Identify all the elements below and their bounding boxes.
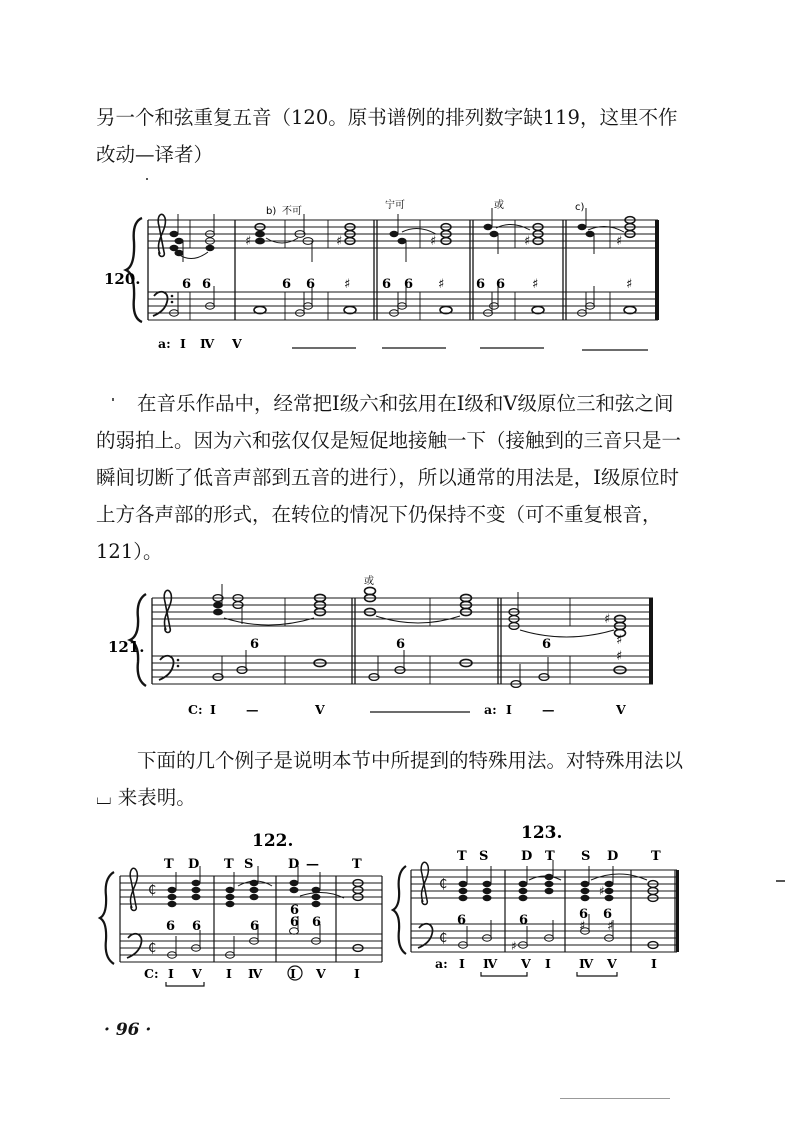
figure-bass-3: 6: [282, 277, 292, 292]
treble-clef-icon: [158, 214, 165, 256]
figure-bass-2: 6: [202, 277, 212, 292]
degree-122-5: Ⅰ: [290, 966, 296, 981]
figure-123-1: 6: [457, 913, 467, 928]
degree-122-3: Ⅰ: [226, 966, 232, 981]
svg-text:♯: ♯: [430, 234, 437, 249]
label-bukе: 不可: [282, 206, 302, 217]
figure-bass-sharp-3: ♯: [532, 277, 539, 292]
degree-123-4: Ⅰ: [545, 956, 551, 971]
bass-clef-icon: [418, 924, 433, 948]
degree-123-5: Ⅳ: [579, 956, 594, 971]
function-122-7: T: [352, 857, 362, 872]
function-123-3: D: [521, 849, 533, 864]
paragraph-2: [96, 385, 688, 570]
svg-text:♯: ♯: [604, 612, 611, 627]
svg-text:♯: ♯: [524, 234, 531, 249]
music-example-123: [395, 818, 695, 978]
figure-bass-5: 6: [382, 277, 392, 292]
paragraph-1: [96, 99, 688, 173]
degree-122-2: Ⅴ: [192, 966, 202, 981]
score-120: [104, 192, 680, 357]
figure-123-5: ♯: [579, 919, 586, 934]
key-label-123: a:: [435, 956, 448, 971]
figure-121-1: 6: [250, 637, 260, 652]
cut-time-icon: ₵: [439, 877, 448, 892]
function-122-2: D: [188, 857, 200, 872]
score-122: [100, 826, 390, 991]
paragraph-2-text: 在音乐作品中，经常把Ⅰ级六和弦用在Ⅰ级和Ⅴ级原位三和弦之间的弱拍上。因为六和弦仅仅是短促地接触一下（接触到的三音只是一瞬间切断了低音声部到五音的进行），所以通常的用法是，Ⅰ级原位时上方各声部的形式，在转位的情况下仍保持不变（可不重复根音，121）。: [96, 392, 682, 563]
key-label-122: C:: [144, 966, 159, 981]
scan-speck: [776, 880, 785, 882]
scan-speck: [560, 1098, 670, 1099]
music-example-121: [100, 576, 660, 720]
function-122-6: —: [306, 857, 319, 872]
example-number-120: 120.: [104, 270, 141, 288]
music-example-122: [100, 826, 390, 991]
figure-122-2: 6: [250, 919, 260, 934]
function-123-2: S: [479, 849, 489, 864]
figure-121-2: 6: [396, 637, 406, 652]
figure-122-4: 6: [290, 915, 300, 930]
bass-clef-icon: [153, 292, 168, 316]
figure-123-4: 6: [603, 907, 613, 922]
function-122-4: S: [244, 857, 254, 872]
bass-clef-icon: [159, 656, 174, 680]
degree-121-5: —: [542, 702, 555, 717]
degree-120-2: Ⅳ: [200, 336, 215, 351]
figure-122-3: 6: [290, 903, 300, 918]
bass-clef-icon: [127, 934, 142, 958]
figure-121-3: 6: [542, 637, 552, 652]
svg-text:♯: ♯: [616, 234, 623, 249]
key-label-120: a:: [158, 336, 171, 351]
music-example-120: [104, 192, 680, 357]
degree-122-4: Ⅳ: [248, 966, 263, 981]
score-123: [395, 818, 695, 978]
scan-speck: [112, 398, 114, 401]
figure-bass-7: 6: [476, 277, 486, 292]
paragraph-3-text: 下面的几个例子是说明本节中所提到的特殊用法。对特殊用法以 ⌴ 来表明。: [96, 749, 684, 809]
degree-121-3: Ⅴ: [315, 702, 325, 717]
degree-121-1: Ⅰ: [210, 702, 216, 717]
function-123-4: T: [545, 849, 555, 864]
degree-123-1: Ⅰ: [459, 956, 465, 971]
function-123-5: S: [581, 849, 591, 864]
function-123-7: T: [651, 849, 661, 864]
figure-bass-4: 6: [306, 277, 316, 292]
degree-123-2: Ⅳ: [483, 956, 498, 971]
svg-text:♯: ♯: [599, 884, 605, 898]
label-huo-121: 或: [364, 576, 374, 587]
scan-speck: [146, 178, 148, 180]
figure-122-1: 6: [192, 919, 202, 934]
special-usage-bracket: [577, 972, 617, 976]
function-122-5: D: [288, 857, 300, 872]
example-title-122: 122.: [252, 831, 294, 851]
degree-120-3: Ⅴ: [232, 336, 242, 351]
svg-text:♯: ♯: [245, 234, 252, 249]
figure-123-2: 6: [519, 913, 529, 928]
figure-122-5: 6: [312, 915, 322, 930]
figure-123-3: 6: [579, 907, 589, 922]
degree-123-7: Ⅰ: [651, 956, 657, 971]
figure-121-5: ♯: [616, 649, 623, 664]
cut-time-icon: ₵: [439, 931, 448, 946]
page-number: · 96 ·: [104, 1020, 152, 1040]
figure-bass-1: 6: [182, 277, 192, 292]
figure-bass-sharp-2: ♯: [438, 277, 445, 292]
degree-122-7: Ⅰ: [354, 966, 360, 981]
figure-122-6: 6: [166, 919, 176, 934]
svg-text:♯: ♯: [511, 939, 517, 953]
paragraph-1-text: 另一个和弦重复五音（120。原书谱例的排列数字缺119，这里不作改动—译者）: [96, 106, 678, 166]
degree-123-6: Ⅴ: [607, 956, 617, 971]
key-label-121-C: C:: [188, 702, 203, 717]
label-c: c): [575, 202, 585, 213]
degree-120-1: Ⅰ: [180, 336, 186, 351]
degree-122-1: Ⅰ: [168, 966, 174, 981]
cut-time-icon: ₵: [148, 941, 157, 956]
label-huo: 或: [494, 200, 504, 211]
degree-123-3: Ⅴ: [521, 956, 531, 971]
function-123-1: T: [457, 849, 467, 864]
svg-text:♯: ♯: [336, 234, 343, 249]
figure-bass-sharp-4: ♯: [626, 277, 633, 292]
example-title-123: 123.: [521, 823, 563, 843]
label-ningke: 宁可: [385, 200, 405, 211]
degree-121-6: Ⅴ: [616, 702, 626, 717]
example-number-121: 121.: [108, 638, 145, 656]
function-123-6: D: [607, 849, 619, 864]
key-label-121-a: a:: [484, 702, 497, 717]
label-b: b): [266, 206, 277, 217]
special-usage-bracket: [166, 982, 204, 986]
paragraph-3: [96, 742, 688, 816]
degree-122-6: Ⅴ: [316, 966, 326, 981]
figure-121-4: ♯: [616, 633, 623, 648]
figure-123-6: ♯: [607, 919, 614, 934]
special-usage-bracket: [481, 972, 527, 976]
figure-bass-sharp-1: ♯: [344, 277, 351, 292]
score-121: [100, 576, 660, 720]
function-122-3: T: [224, 857, 234, 872]
figure-bass-6: 6: [404, 277, 414, 292]
figure-bass-8: 6: [496, 277, 506, 292]
degree-121-2: —: [246, 702, 259, 717]
degree-121-4: Ⅰ: [506, 702, 512, 717]
cut-time-icon: ₵: [148, 883, 157, 898]
function-122-1: T: [164, 857, 174, 872]
